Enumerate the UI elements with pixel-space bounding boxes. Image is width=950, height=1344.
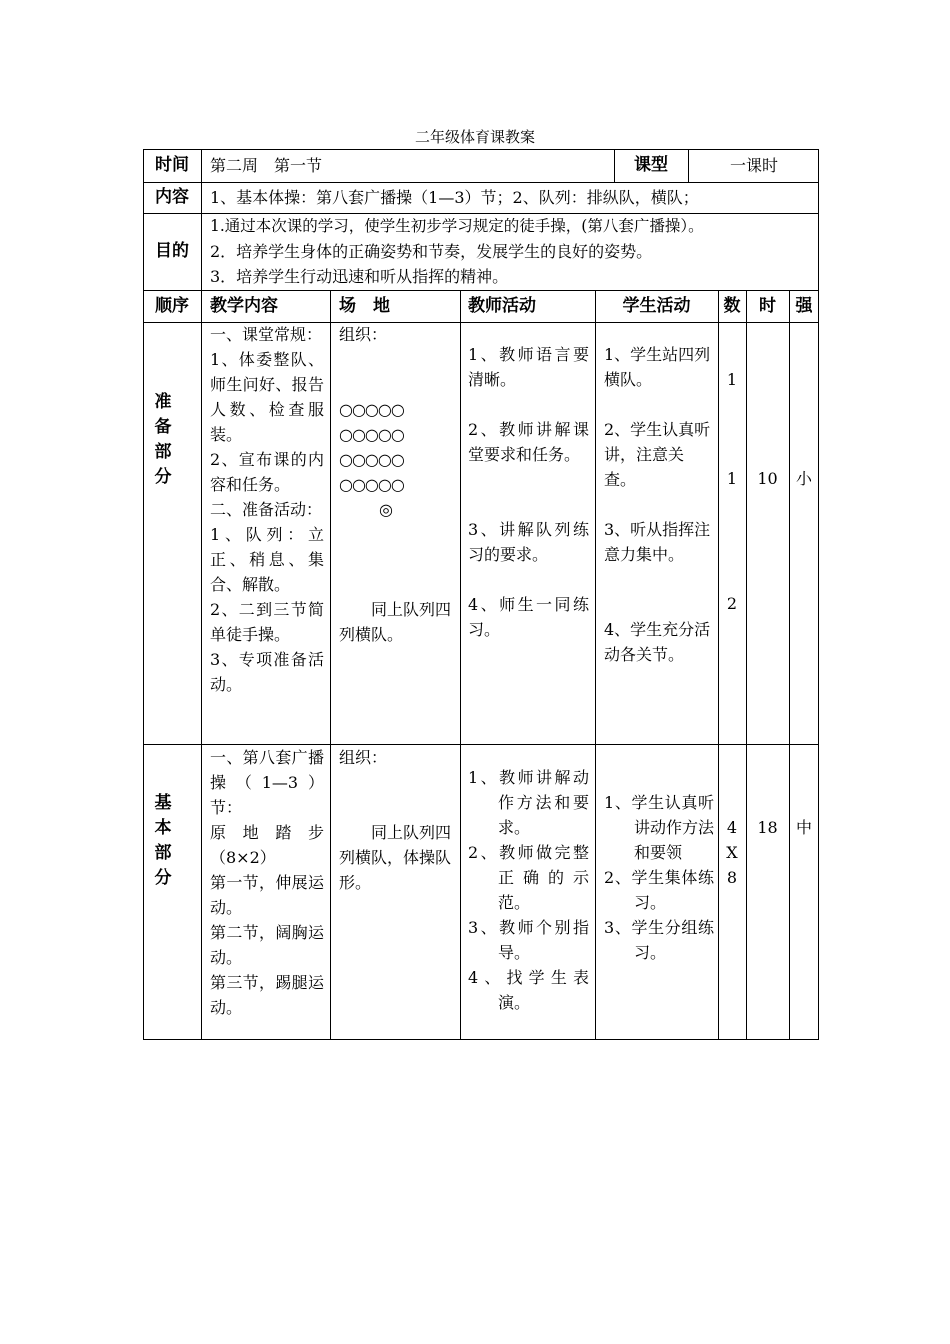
col-header-count: 数 bbox=[723, 296, 741, 316]
prep-count: 1 bbox=[726, 469, 738, 488]
basic-time: 18 bbox=[757, 818, 778, 837]
list-item: 3、听从指挥注意力集中。 bbox=[604, 520, 711, 564]
basic-venue-note: 同上队列四列横队，体操队形。 bbox=[339, 823, 452, 892]
formation-row: ○○○○○ bbox=[339, 425, 404, 444]
basic-student-activity bbox=[604, 790, 714, 965]
list-item: 1、教师讲解动作方法和要求。 bbox=[468, 768, 589, 837]
time-value: 第二周 第一节 bbox=[210, 156, 323, 175]
formation-leader: ◎ bbox=[379, 500, 392, 519]
section-name-basic: 基 本 部 分 bbox=[154, 793, 172, 888]
content-label: 内容 bbox=[155, 187, 189, 207]
prep-formation bbox=[339, 397, 449, 522]
list-item: 3、学生分组练习。 bbox=[604, 918, 714, 962]
col-divider bbox=[201, 149, 202, 1040]
list-item: 4、学生充分活动各关节。 bbox=[604, 620, 711, 664]
basic-intensity: 中 bbox=[795, 818, 812, 837]
list-item: 3、教师个别指导。 bbox=[468, 918, 589, 962]
list-item: 1、学生站四列横队。 bbox=[604, 345, 711, 389]
purpose-line: 1.通过本次课的学习，使学生初步学习规定的徒手操，(第八套广播操）。 bbox=[210, 217, 704, 235]
prep-intensity: 小 bbox=[795, 469, 812, 488]
prep-count: 2 bbox=[726, 594, 738, 613]
col-divider bbox=[595, 290, 596, 1040]
basic-venue-org: 组织： bbox=[339, 748, 388, 767]
formation-row: ○○○○○ bbox=[339, 475, 404, 494]
prep-venue-org: 组织： bbox=[339, 325, 388, 344]
col-divider bbox=[718, 290, 719, 1040]
col-header-content: 教学内容 bbox=[210, 296, 278, 316]
col-divider bbox=[746, 290, 747, 1040]
prep-student-activity bbox=[604, 342, 712, 667]
col-divider bbox=[330, 290, 331, 1040]
purpose-label: 目的 bbox=[155, 241, 189, 261]
prep-count: 1 bbox=[726, 370, 738, 389]
purpose-line: 3．培养学生行动迅速和听从指挥的精神。 bbox=[210, 267, 509, 286]
formation-row: ○○○○○ bbox=[339, 450, 404, 469]
col-header-student: 学生活动 bbox=[622, 296, 691, 316]
basic-teacher-activity bbox=[468, 765, 589, 1015]
list-item: 1、教师语言要清晰。 bbox=[468, 345, 589, 389]
list-item: 4、找学生表演。 bbox=[468, 968, 589, 1012]
prep-teacher-activity bbox=[468, 342, 589, 642]
prep-teaching-content: 一、课堂常规： 1、体委整队、师生问好、报告人数、检查服装。 2、宣布课的内容和任务。 二、准备活动： 1、队列：立正、稍息、集合、解散。 2、二到三节简单徒手操。 3、专项准备活动。 bbox=[210, 325, 324, 694]
col-header-teacher: 教师活动 bbox=[468, 296, 536, 316]
basic-count: 4 X 8 bbox=[726, 818, 738, 887]
col-header-venue: 场 地 bbox=[339, 296, 390, 316]
list-item: 2、教师做完整正确的示范。 bbox=[468, 843, 589, 912]
col-header-intensity: 强 bbox=[795, 296, 813, 316]
col-divider bbox=[460, 290, 461, 1040]
section-name-prep: 准 备 部 分 bbox=[154, 392, 172, 487]
page-title: 二年级体育课教案 bbox=[414, 128, 535, 146]
type-value: 一课时 bbox=[729, 156, 778, 175]
list-item: 2、学生集体练习。 bbox=[604, 868, 714, 912]
prep-time: 10 bbox=[757, 469, 778, 488]
list-item: 2、学生认真听讲，注意关查。 bbox=[604, 420, 711, 489]
col-divider bbox=[688, 149, 689, 182]
formation-row: ○○○○○ bbox=[339, 400, 404, 419]
list-item: 2、教师讲解课堂要求和任务。 bbox=[468, 420, 589, 464]
content-value: 1、基本体操：第八套广播操（1—3）节；2、队列：排纵队，横队； bbox=[210, 188, 699, 207]
purpose-line: 2．培养学生身体的正确姿势和节奏，发展学生的良好的姿势。 bbox=[210, 242, 653, 261]
time-label: 时间 bbox=[155, 155, 189, 175]
list-item: 3、讲解队列练习的要求。 bbox=[468, 520, 589, 564]
list-item: 1、学生认真听讲动作方法和要领 bbox=[604, 793, 715, 862]
row-divider bbox=[143, 182, 819, 183]
col-header-order: 顺序 bbox=[155, 296, 189, 316]
type-label: 课型 bbox=[634, 155, 668, 175]
basic-teaching-content: 一、第八套广播操（1—3）节： 原地踏步（8×2） 第一节，伸展运动。 第二节，阔胸运动。 第三节，踢腿运动。 bbox=[210, 748, 324, 1017]
col-header-time: 时 bbox=[759, 296, 776, 316]
list-item: 4、师生一同练习。 bbox=[468, 595, 589, 639]
prep-venue-note: 同上队列四列横队。 bbox=[339, 600, 452, 644]
col-divider bbox=[789, 290, 790, 1040]
